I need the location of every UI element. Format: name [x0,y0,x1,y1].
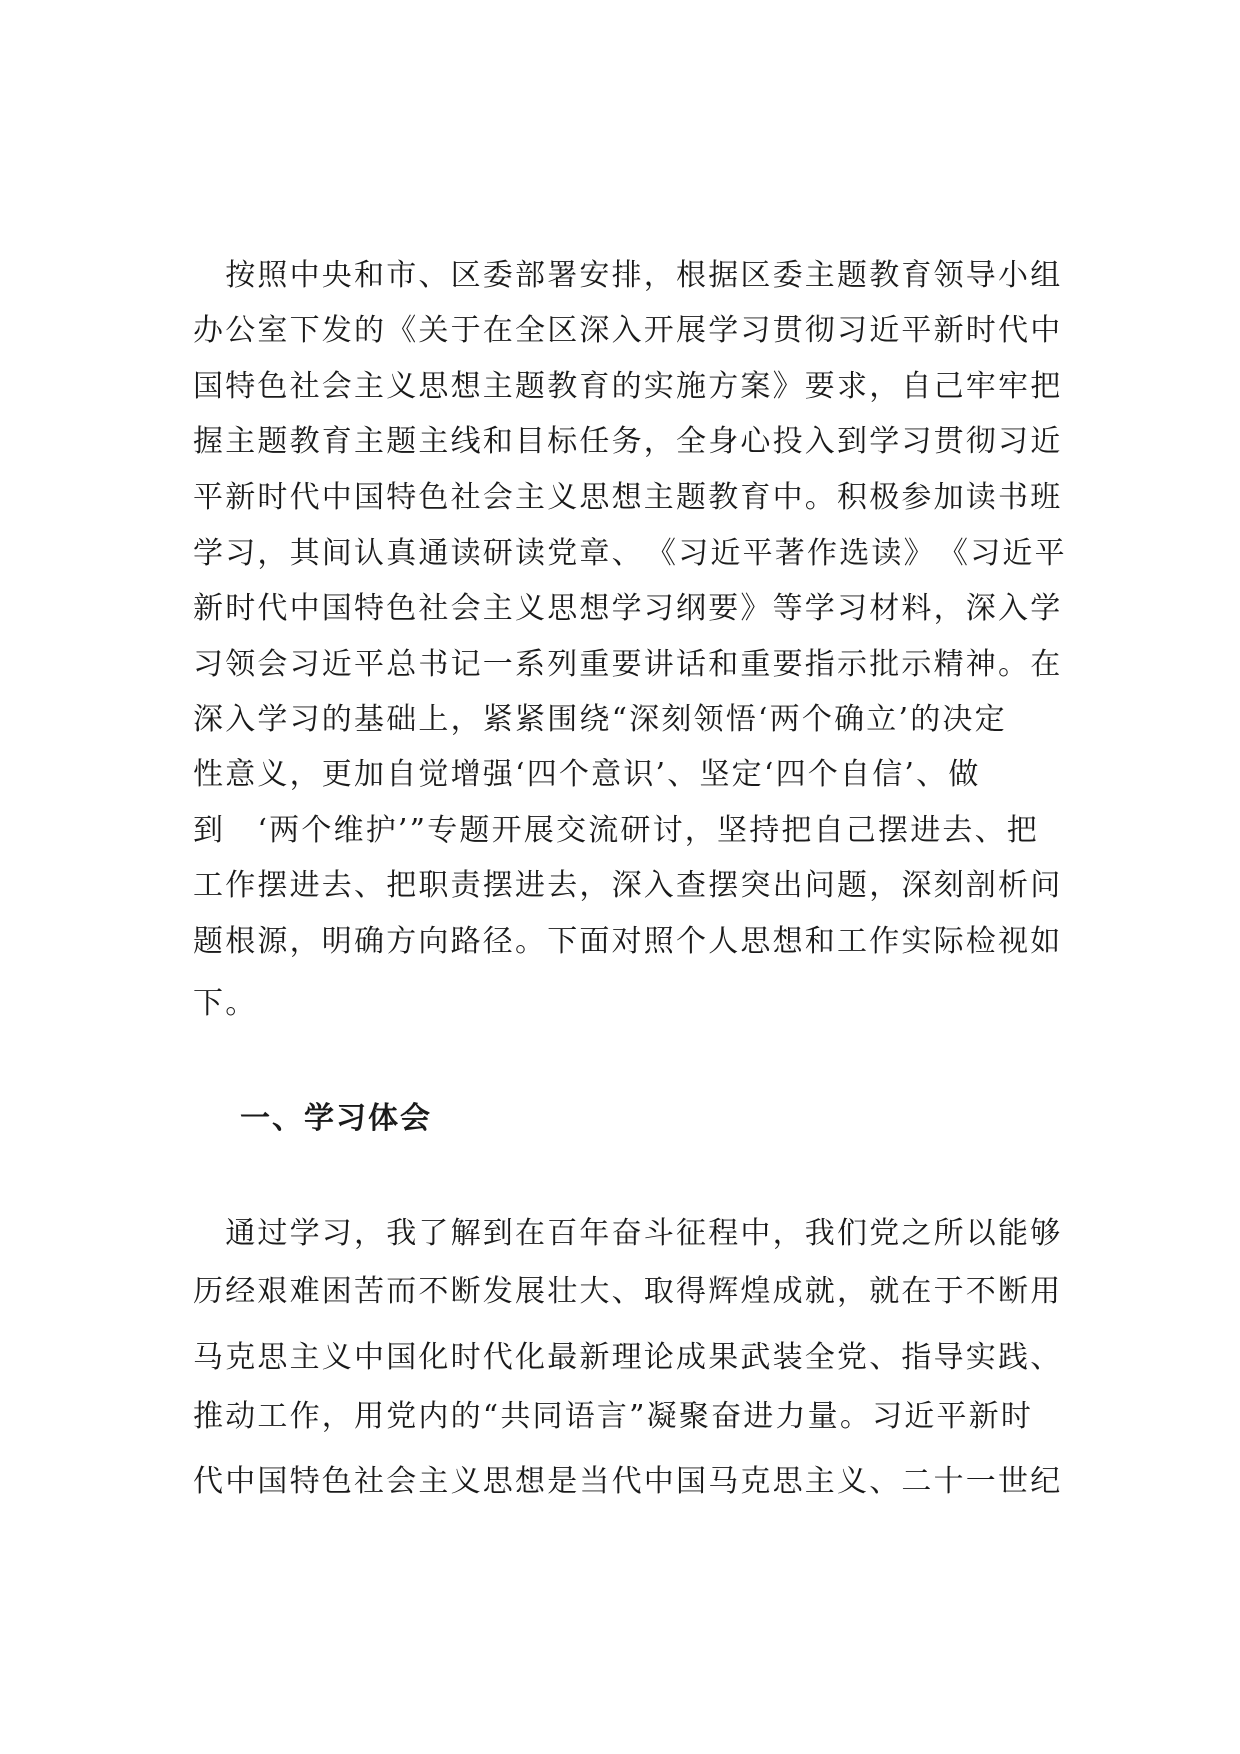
paragraph-2-line-4: 推动工作，用党内的“共同语言”凝聚奋进力量。习近平新时 [193,1399,1034,1434]
paragraph-1-line-13: 题根源，明确方向路径。下面对照个人思想和工作实际检视如 [193,924,1063,959]
paragraph-1-line-10: 性意义，更加自觉增强‘四个意识’、坚定‘四个自信’、做 [193,757,981,792]
section-heading: 一、学习体会 [240,1101,432,1136]
paragraph-2-line-3: 马克思主义中国化时代化最新理论成果武装全党、指导实践、 [193,1340,1063,1375]
paragraph-1-line-9: 深入学习的基础上，紧紧围绕“深刻领悟‘两个确立’的决定 [193,702,1007,737]
paragraph-1-line-2: 办公室下发的《关于在全区深入开展学习贯彻习近平新时代中 [193,313,1063,348]
paragraph-1-line-3: 国特色社会主义思想主题教育的实施方案》要求，自己牢牢把 [193,369,1063,404]
paragraph-2-line-2: 历经艰难困苦而不断发展壮大、取得辉煌成就，就在于不断用 [193,1274,1063,1309]
paragraph-1-line-12: 工作摆进去、把职责摆进去，深入查摆突出问题，深刻剖析问 [193,868,1063,903]
paragraph-1-line-5: 平新时代中国特色社会主义思想主题教育中。积极参加读书班 [193,480,1063,515]
paragraph-2-line-1: 通过学习，我了解到在百年奋斗征程中，我们党之所以能够 [193,1216,1063,1251]
paragraph-1-line-11: 到 ‘两个维护’”专题开展交流研讨，坚持把自己摆进去、把 [193,813,1040,848]
paragraph-1-line-14: 下。 [193,986,258,1021]
paragraph-1-line-1: 按照中央和市、区委部署安排，根据区委主题教育领导小组 [193,258,1063,293]
paragraph-1-line-6: 学习，其间认真通读研读党章、 《习近平著作选读》 《习近平 [193,536,1067,571]
paragraph-1-line-8: 习领会习近平总书记一系列重要讲话和重要指示批示精神。在 [193,647,1063,682]
paragraph-2-line-5: 代中国特色社会主义思想是当代中国马克思主义、二十一世纪 [193,1464,1063,1499]
paragraph-1-line-4: 握主题教育主题主线和目标任务，全身心投入到学习贯彻习近 [193,424,1063,459]
paragraph-1-line-7: 新时代中国特色社会主义思想学习纲要》等学习材料，深入学 [193,591,1063,626]
